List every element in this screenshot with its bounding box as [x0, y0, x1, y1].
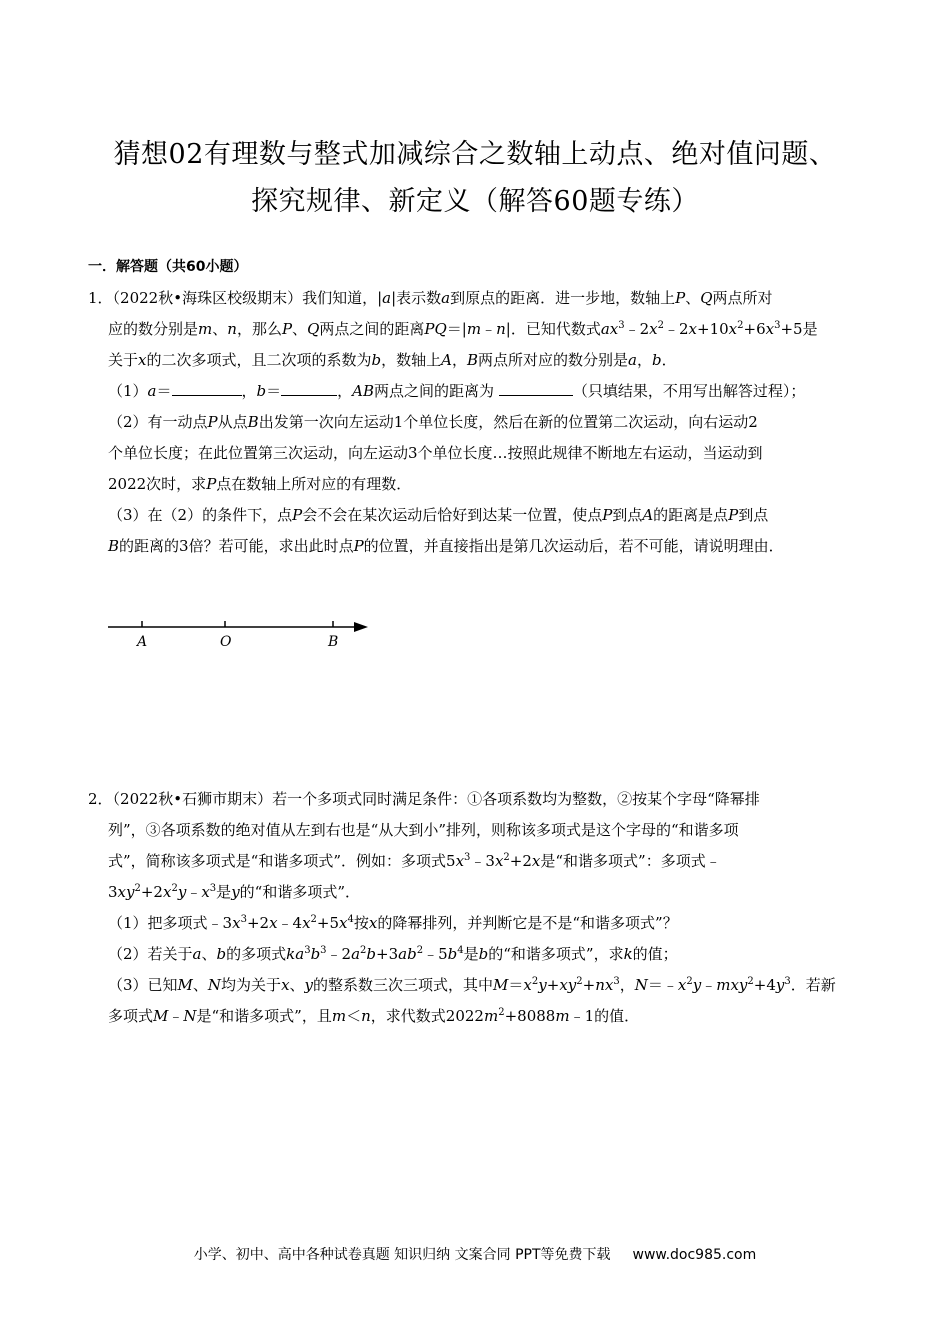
section-heading: 一．解答题（共60小题）: [88, 259, 248, 275]
q2-part-3-line-2: 多项式M﹣N是“和谐多项式”，且m＜n，求代数式$2022m^2+8088m﹣1$的值．: [108, 1007, 640, 1025]
q2-part-1: （1）把多项式$﹣3x^3+2x﹣4x^2+5x^4$按x的降幂排列，并判断它是不是“和谐多项式”？: [108, 914, 678, 932]
footer-text: 小学、初中、高中各种试卷真题 知识归纳 文案合同 PPT等免费下载: [193, 1247, 611, 1263]
answer-blank-b[interactable]: [281, 379, 337, 396]
q1-part-1: （1）a＝ ，b＝ ，AB两点之间的距离为 （只填结果，不用写出解答过程）；: [108, 376, 805, 407]
footer-url[interactable]: www.doc985.com: [632, 1247, 757, 1263]
page-title-line-1: 猜想02有理数与整式加减综合之数轴上动点、绝对值问题、: [113, 139, 837, 170]
q1-part-2-line-3: 2022次时，求P点在数轴上所对应的有理数．: [108, 475, 412, 493]
label-b: B: [328, 634, 339, 650]
q1-part-3-line-2: B的距离的3倍？若可能，求出此时点P的位置，并直接指出是第几次运动后，若不可能，请说明理由．: [108, 537, 784, 555]
answer-blank-a[interactable]: [172, 379, 242, 396]
answer-blank-ab[interactable]: [499, 379, 573, 396]
q1-part-2-line-2: 个单位长度；在此位置第三次运动，向左运动3个单位长度…按照此规律不断地左右运动，当运动到: [108, 444, 763, 462]
q1-line-2: 应的数分别是m、n，那么P、Q两点之间的距离PQ＝|m﹣n|．已知代数式$ax^3﹣2x^2﹣2x+10x^2+6x^3+5$是: [108, 320, 818, 338]
q2-line-4: $3xy^2+2x^2y﹣x^3$是y的“和谐多项式”．: [108, 883, 361, 901]
q2-part-3-line-1: （3）已知M、N均为关于x、y的整系数三次三项式，其中$M=x^2y+xy^2+nx^3$，$N=﹣x^2y﹣mxy^2+4y^3$．若新: [108, 976, 836, 994]
label-a: A: [137, 634, 148, 650]
q1-line-1: 1．（2022秋•海珠区校级期末）我们知道，|a|表示数a到原点的距离．进一步地，数轴上P、Q两点所对: [88, 289, 773, 307]
q2-line-3: 式”，简称该多项式是“和谐多项式”．例如：多项式$5x^3﹣3x^2+2x$是“和谐多项式”：多项式﹣: [108, 852, 721, 870]
q1-part-2-line-1: （2）有一动点P从点B出发第一次向左运动1个单位长度，然后在新的位置第二次运动，向右运动2: [108, 413, 758, 431]
q1-number: 1．: [88, 289, 113, 307]
q2-line-2: 列”，③各项系数的绝对值从左到右也是“从大到小”排列，则称该多项式是这个字母的“和谐多项: [108, 821, 739, 839]
q2-number: 2．: [88, 790, 113, 808]
label-o: O: [220, 634, 232, 650]
q2-line-1: 2．（2022秋•石狮市期末）若一个多项式同时满足条件：①各项系数均为整数，②按某个字母“降幂排: [88, 790, 760, 808]
q1-line-3: 关于x的二次多项式，且二次项的系数为b，数轴上A，B两点所对应的数分别是a，b．: [108, 351, 677, 369]
number-line-figure: [104, 618, 374, 652]
q2-part-2: （2）若关于a、b的多项式$ka^3b^3﹣2a^2b+3ab^2﹣5b^4$是b的“和谐多项式”，求k的值；: [108, 945, 678, 963]
q2-source: （2022秋•石狮市期末）: [112, 790, 273, 808]
number-line-arrow: [354, 622, 368, 632]
page-footer: [0, 1244, 950, 1264]
q1-part-3-line-1: （3）在（2）的条件下，点P会不会在某次运动后恰好到达某一位置，使点P到点A的距离是点P到点: [108, 506, 769, 524]
page-title-line-2: 探究规律、新定义（解答60题专练）: [251, 186, 699, 217]
q1-source: （2022秋•海珠区校级期末）: [112, 289, 303, 307]
